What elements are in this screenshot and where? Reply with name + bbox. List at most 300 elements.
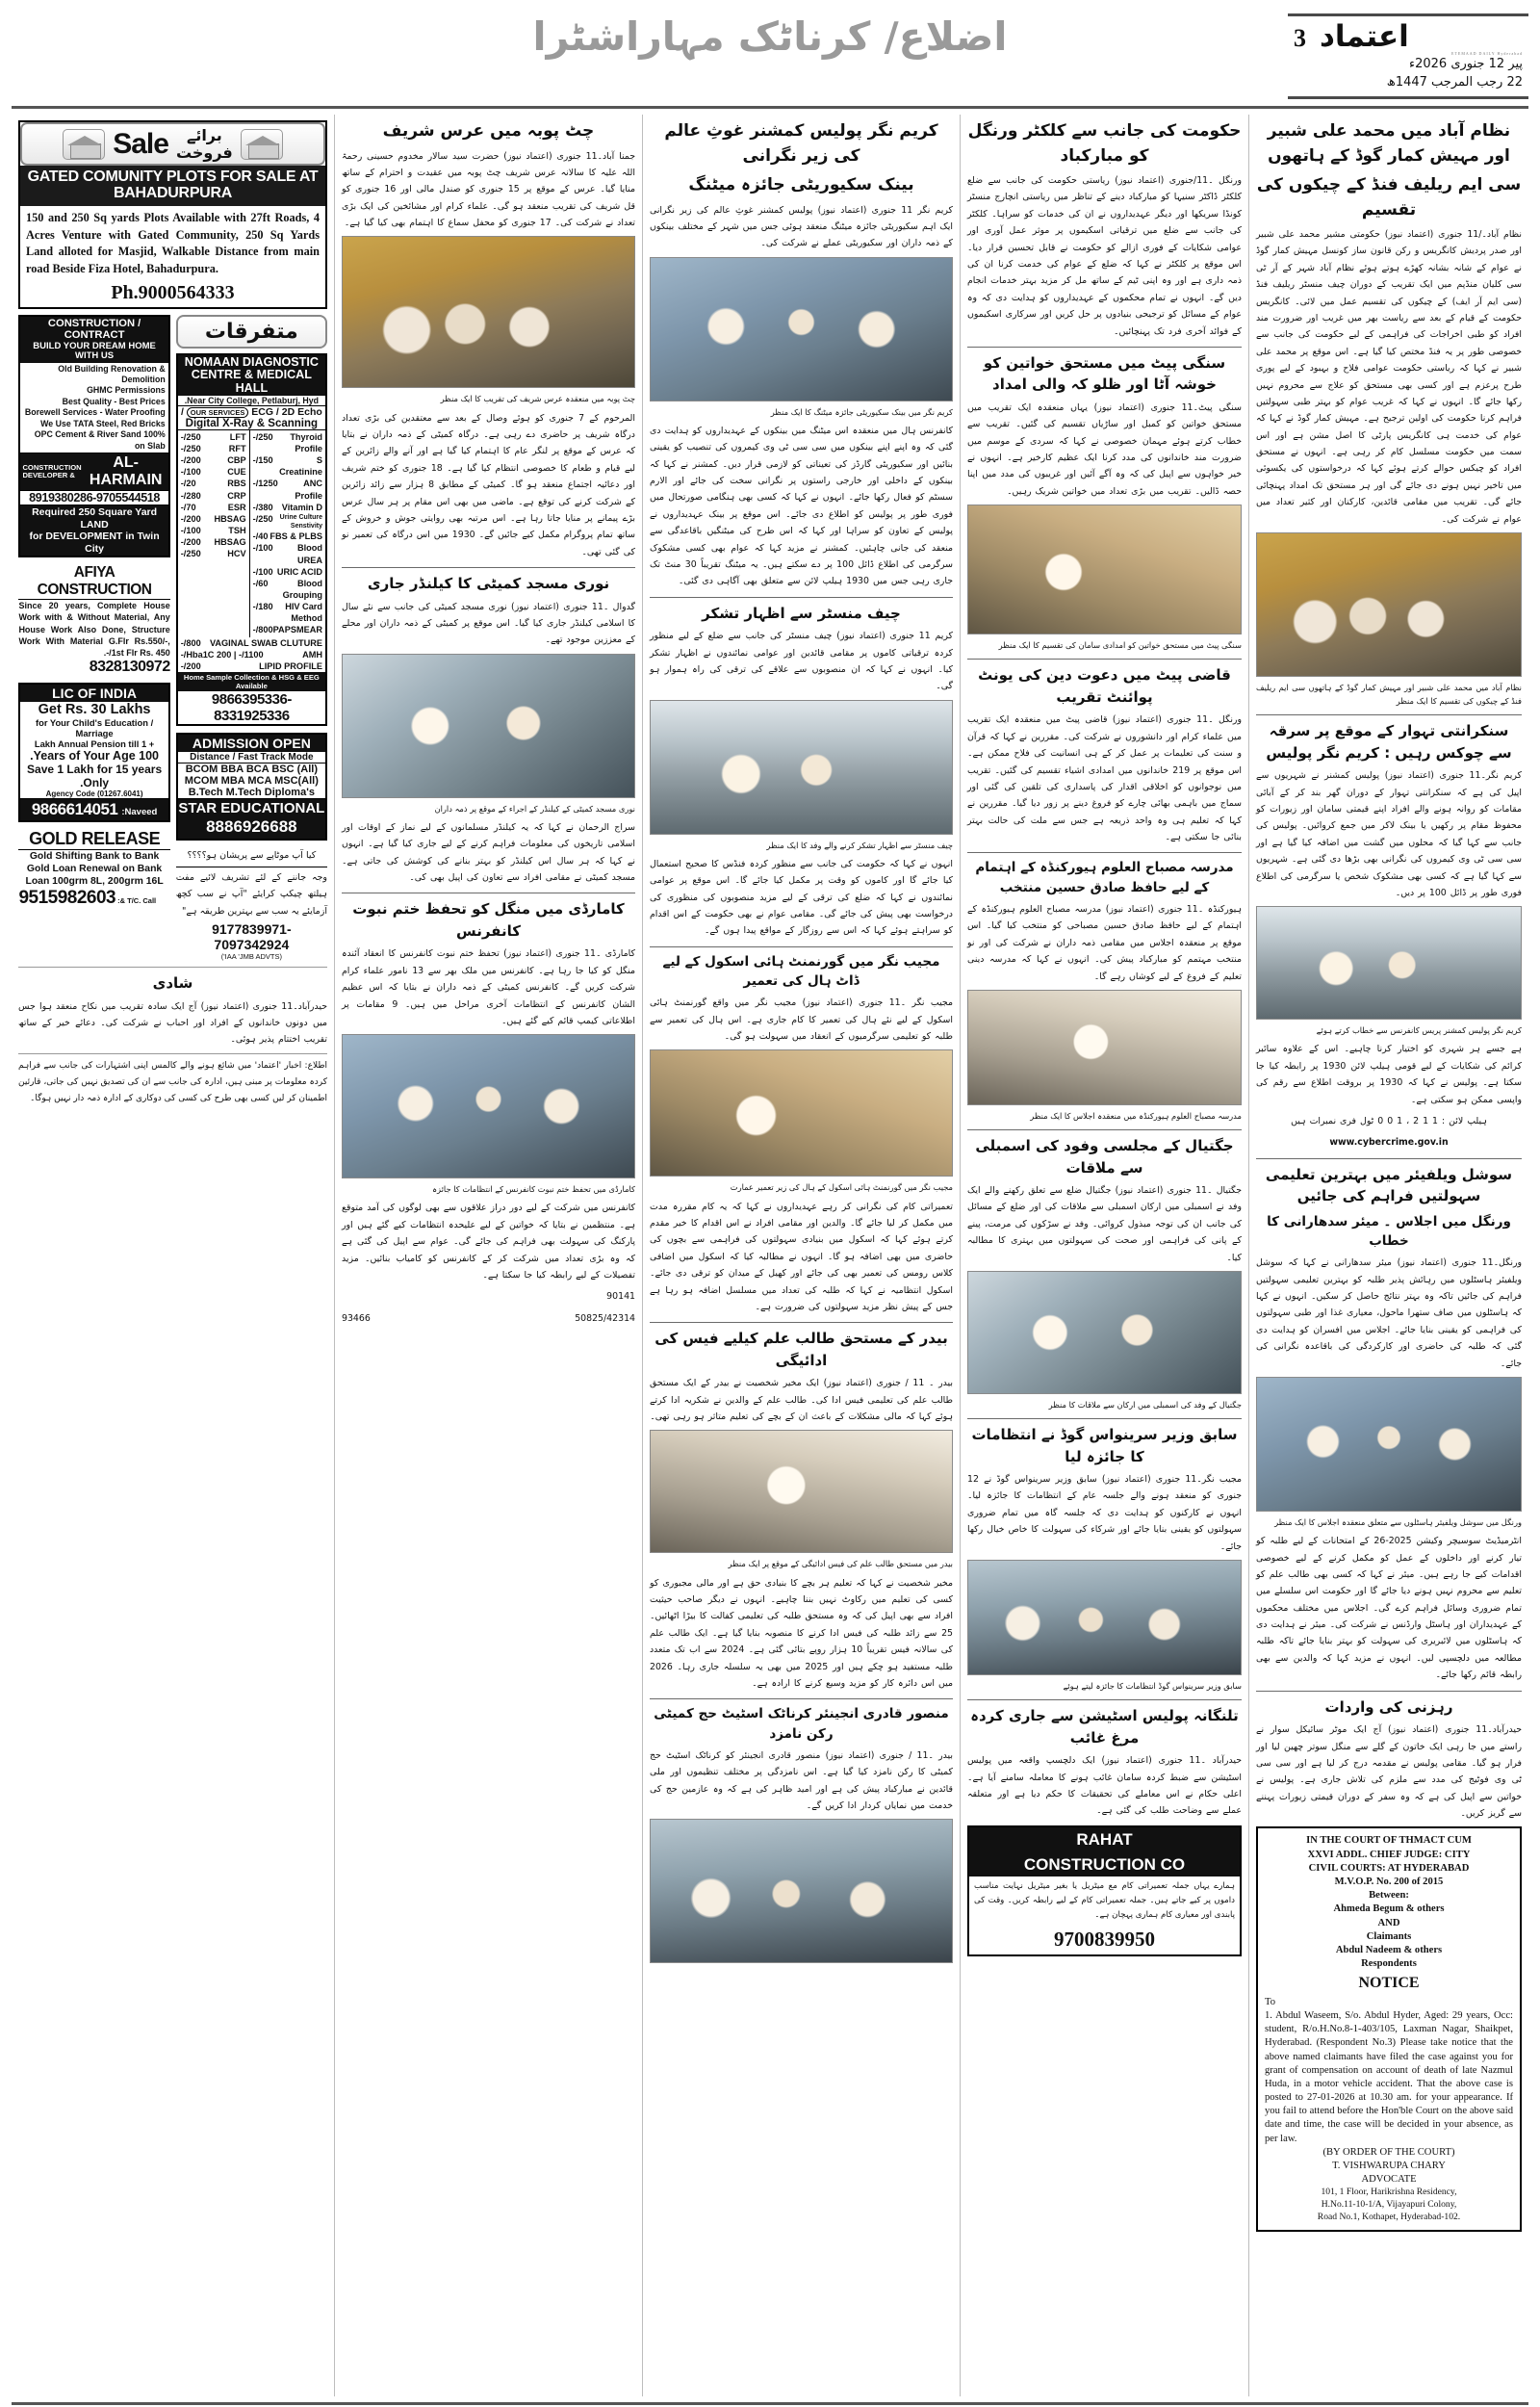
masthead-center — [252, 13, 1288, 60]
lic-line-4: 100 Years of Your Age. — [30, 749, 160, 764]
article-photo — [967, 505, 1242, 634]
price-row — [253, 566, 322, 578]
price-row — [181, 637, 322, 649]
gold-call-label: T/C. Call &: — [117, 896, 157, 906]
ad-nomaan-diagnostic[interactable] — [176, 353, 327, 726]
ad-afiya-construction[interactable] — [18, 564, 169, 676]
price-value: 100/- — [180, 467, 201, 478]
article-shadi — [18, 967, 327, 1048]
price-value: 250/- — [180, 549, 201, 559]
article-karimnagar-theft-alert — [1256, 720, 1522, 1152]
article-photo — [967, 990, 1242, 1105]
photo-caption: جگتیال کے وفد کی اسمبلی میں ارکان سے ملاقات کا منظر — [1048, 1399, 1242, 1410]
price-label: AMH — [302, 649, 322, 660]
construction-brand: AL-HARMAIN — [89, 453, 163, 488]
price-label: HCV — [227, 549, 246, 559]
price-value: 100/- — [252, 566, 273, 577]
price-label: HBSAG — [214, 537, 246, 548]
headline: نوری مسجد کمیٹی کا کیلنڈر جاری — [367, 575, 610, 593]
court-case-no: M.V.O.P. No. 200 of 2015 — [1334, 1876, 1444, 1888]
headline: کامارڈی میں منگل کو تحفظ ختم نبوت کانفرنس — [352, 900, 625, 940]
price-row — [253, 454, 322, 478]
rahat-phone[interactable]: 9700839950 — [1054, 1928, 1155, 1952]
price-value: 1100/- | Hba1C 200/- — [180, 649, 264, 660]
price-row — [181, 431, 246, 443]
article-photo — [342, 654, 635, 798]
price-row — [181, 454, 246, 466]
photo-caption: چیف منسٹر سے اظہار تشکر کرنے والے وفد کا ایک منظر — [766, 840, 953, 850]
article-body-cont: ہے جسے ہر شہری کو اختیار کرنا چاہیے۔ اس کے علاوہ سائبر کرائم کی شکایات کے لیے قومی ہیلپ لائن 1930 پر رابطہ کیا جا سکتا ہے۔ پولیس نے کہا کہ 1930 پر بروقت اطلاع سے رقم کی واپسی ممکن ہو سکتی ہے۔ — [1256, 1044, 1522, 1105]
afiya-body: Since 20 years, Complete House Work with & Without Material, Any House Work Also Done, Structure Work With Material G.Flr Rs.550/-, 1st Flr Rs. 450/-. — [18, 601, 170, 658]
headline: تلنگانہ پولیس اسٹیشن سے جاری کردہ مرغ غائب — [970, 1707, 1239, 1747]
ad-gold-release[interactable] — [18, 829, 169, 909]
nomaan-services-2: Digital X-Ray & Scanning — [178, 418, 325, 430]
price-value: 380/- — [252, 502, 273, 512]
lic-line-2: for Your Child's Education / Marriage — [35, 717, 154, 739]
price-label: LFT — [229, 431, 246, 442]
article-photo — [650, 700, 953, 835]
column-3 — [643, 115, 961, 2396]
court-notice-body: 1. Abdul Waseem, S/o. Abdul Hyder, Aged: 29 years, Occ: student, R/o.H.No.8-1-403/105, Laxman Nagar, Shaikpet, Hyderabad. (Respondent No.3) Please take notice that the above named claimants have filed the case against you for grant of compensation on account of death of late Nazmul Huda, in a motor vehicle accident. That the above case is posted to 27-01-2026 at 10.30 am. for your appearance. If you fail to attend before the Hon'ble Court on the above said date and time, the case will be decided in your absence, as per law. — [1265, 2009, 1513, 2144]
headline: کریم نگر پولیس کمشنر غوثِ عالم کی زیر نگرانی — [664, 121, 938, 166]
weightloss-tag: (IAA 'JMB ADVTS') — [220, 952, 283, 962]
article-body: سنگی پیٹ۔11 جنوری (اعتماد نیوز) یہاں منعقدہ ایک تقریب میں مستحق خواتین کو کمبل اور ساڑیاں تقسیم کی گئیں۔ تقریب سے خطاب کرتے ہوئے مہمان خصوصی نے کہا کہ سردی کے موسم میں ضرورت مند خاندانوں کی مدد کرنا ایک عظیم کارخیر ہے۔ انہوں نے خیر خواہوں سے اپیل کی کہ وہ آگے آئیں اور غریبوں کی مدد میں اپنا حصہ ڈالیں۔ تقریب میں بڑی تعداد میں خواتین شریک رہیں۔ — [967, 401, 1242, 497]
price-row — [181, 536, 246, 548]
column-4 — [335, 115, 643, 2396]
price-row — [181, 490, 246, 502]
price-row — [181, 525, 246, 536]
ad-banner — [20, 166, 325, 206]
article-bidar-fee-payment — [650, 1328, 953, 1692]
admission-courses-3: B.Tech M.Tech Diploma's — [178, 787, 325, 799]
article-body-cont: تعمیراتی کام کی نگرانی کر رہے عہدیداروں نے کہا کہ یہ کام مقررہ مدت میں مکمل کر لیا جائے گا۔ والدین اور مقامی افراد نے اس اقدام کا خیر مقدم کرتے ہوئے کہا کہ اسکول میں بنیادی سہولتوں کی فراہمی سے بچوں کی حاضری میں بھی اضافہ ہو گا۔ انہوں نے مطالبہ کیا کہ اسکول میں اضافی کلاس رومس کی تعمیر بھی کی جائے اور کھیل کے میدان کو ترقی دی جائے۔ اسکول انتظامیہ نے کہا کہ طلبہ کی تعداد میں مسلسل اضافہ ہو رہا ہے جس کے پیش نظر مزید سہولتوں کی ضرورت ہے۔ — [650, 1201, 953, 1312]
article-cm-thanks — [650, 603, 953, 940]
price-label: TSH — [228, 525, 246, 535]
gold-line-2: Gold Loan Renewal on Bank — [26, 864, 163, 875]
court-respondents-label: Respondents — [1361, 1958, 1417, 1970]
page-bottom-rule — [12, 2402, 1528, 2405]
article-body: بیدر ۔ 11 / جنوری (اعتماد نیوز) ایک مخیر شخصیت نے بیدر کے ایک مستحق طالب علم کی تعلیمی فیس ادا کی۔ طالب علم کے والدین نے شکریہ ادا کرتے ہوئے کہا کہ مالی مشکلات کے باعث ان کے بچے کی تعلیم متاثر ہو رہی تھی۔ — [650, 1378, 953, 1423]
article-sangipet-relief — [967, 352, 1242, 652]
ad-gated-community-plots[interactable] — [18, 120, 327, 309]
cybercrime-website[interactable]: www.cybercrime.gov.in — [1329, 1137, 1449, 1149]
construction-service-item: We Use TATA Steel, Red Bricks — [40, 418, 166, 428]
price-value: 70/- — [180, 502, 196, 512]
photo-caption: سابق وزیر سرینواس گوڈ انتظامات کا جائزہ لیتے ہوئے — [1063, 1681, 1242, 1692]
construction-phones[interactable]: 8919380286-9705544518 — [20, 490, 167, 505]
gold-line-3: Loan 100grm 8L, 200grm 16L — [25, 876, 164, 888]
admission-phone[interactable]: 8886926688 — [178, 817, 325, 839]
article-body: کریم نگر۔11 جنوری (اعتماد نیوز) پولیس کمشنر نے شہریوں سے اپیل کی ہے کہ سنکرانتی تہوار کے دوران گھر بند کر کے آبائی مقامات کو روانہ ہونے والے افراد اپنے قیمتی سامان اور زیورات کو محفوظ مقام پر رکھیں یا بینک لاکر میں جمع کروائیں۔ پولیس کی جانب سے کہا گیا کہ محلوں میں گشت میں اضافہ کیا گیا ہے اور سی سی ٹی وی کیمروں کی نگرانی بھی بڑھا دی گئی ہے۔ شہریوں سے کہا گیا ہے کہ کسی بھی مشکوک شخص یا سرگرمی کی اطلاع فوری طور پر ڈائل 100 پر دیں۔ — [1256, 770, 1522, 898]
price-value: 200/- — [180, 455, 201, 466]
price-value: 150/- — [252, 455, 273, 466]
construction-brand-sub-2: & DEVELOPER — [22, 470, 75, 479]
house-icon-2 — [241, 129, 283, 160]
rahat-title-2: CONSTRUCTION CO — [969, 1852, 1240, 1877]
price-label: FBS & PLBS — [270, 531, 322, 542]
gold-line-1: Gold Shifting Bank to Bank — [29, 851, 160, 863]
ad-phone[interactable]: Ph.9000564333 — [111, 282, 235, 304]
construction-service-item: Old Building Renovation & Demolition — [58, 363, 166, 385]
article-body-cont: سراج الرحمان نے کہا کہ یہ کیلنڈر مسلمانوں کے لیے نماز کے اوقات اور اسلامی تاریخوں کی معلومات فراہم کرنے کے لیے جاری کیا گیا ہے۔ انہوں نے کہا کہ ہر سال اس کیلنڈر کو بہتر بنانے کی کوشش کی جاتی ہے۔ مسجد کمیٹی نے مقامی افراد سے تعاون کی اپیل بھی کی۔ — [342, 821, 635, 883]
divider — [967, 1699, 1242, 1700]
ad-weight-loss[interactable] — [176, 847, 327, 961]
price-label: Blood UREA — [296, 543, 322, 565]
masthead-microtext: ETEMAAD DAILY Hyderabad — [1451, 51, 1523, 56]
article-body: ورنگل۔11 جنوری (اعتماد نیوز) میئر سدھارانی نے کہا کہ سوشل ویلفیئر ہاسٹلوں میں رہائش پذیر طلبہ کو بہترین تعلیمی سہولتیں فراہم کی جائیں تاکہ وہ بہتر نتائج حاصل کر سکیں۔ انہوں نے کہا کہ ہاسٹلوں میں صاف ستھرا ماحول، معیاری غذا اور طبی سہولتوں کی فراہمی کو یقینی بنایا جائے۔ اجلاس میں افسران کو ہدایت دی گئی کہ طلبہ کی حاضری اور کارکردگی کی باقاعدہ نگرانی کی جائے۔ — [1256, 1257, 1522, 1369]
article-body: ہیورکنڈہ ۔11 جنوری (اعتماد نیوز) مدرسہ مصباح العلوم ہیورکنڈہ کے اہتمام کے لیے حافظ صادق حسین مصباحی کو منتخب کیا گیا۔ اس موقع پر منعقدہ اجلاس میں مقامی ذمہ داران نے شرکت کی اور نو منتخب مہتمم کو مبارکباد پیش کی۔ انہوں نے کہا کہ مدرسہ دینی تعلیم کے فروغ کے لیے کوشاں رہے گا۔ — [967, 903, 1242, 982]
helpline-text: ہیلپ لائن : 1 1 2 ، 1 0 0 ٹول فری نمبرات ہیں — [1291, 1116, 1487, 1126]
article-photo — [650, 257, 953, 401]
advocate-title: ADVOCATE — [1361, 2174, 1417, 2186]
construction-head-1: CONSTRUCTION / CONTRACT — [47, 318, 141, 342]
article-body: نظام آباد۔/11 جنوری (اعتماد نیوز) حکومتی مشیر محمد علی شبیر اور صدر پردیش کانگریس و رکن قانون ساز کونسل مہیش کمار گوڈ نے عوام کے شانہ بشانہ کھڑے ہوتے ہوئے نظام آباد شہر کے آر ٹی سی کلیان منڈپم میں ایک تقریب کے دوران چیف منسٹر ریلیف فنڈ (سی ایم آر ایف) کے چیکوں کی تقسیم عمل میں لائی۔ کانگریس حکومت کے قیام کے بعد سے ریاست بھر میں غریب اور ضرورت مند افراد کو طبی اخراجات کی فراہمی کے لیے حکومت کی جانب سے خصوصی طور پر یہ فنڈ مختص کیا گیا ہے۔ اس موقع پر محمد علی شبیر نے کہا کہ ریاستی حکومت عوامی فلاح و بہبود کے لیے پوری طرح پرعزم ہے اور کسی بھی مستحق کو علاج سے محروم نہیں رکھا جائے گا۔ انہوں نے کہا کہ غریب عوام کو بہتر طبی سہولتیں فراہم کرنا حکومت کی اولین ترجیح ہے۔ مہیش کمار گوڈ نے کہا کہ عوام کی خدمت ہی کانگریس پارٹی کا اصل مشن ہے اور اس سمت میں حکومت مسلسل کام کر رہی ہے۔ انہوں نے مستحق افراد کو چیکس حوالے کرتے ہوئے کہا کہ درخواستوں کی یکسوئی میں تاخیر نہیں ہونے دی جائے گی اور ہر مستحق تک امداد پہنچائی جائے گی۔ تقریب میں مقامی قائدین، کارکنان اور کثیر تعداد میں عوام نے شرکت کی۔ — [1256, 229, 1522, 525]
price-row — [181, 466, 246, 478]
sale-urdu-line-2: فروخت — [175, 142, 233, 162]
nomaan-phones[interactable]: 9866395336-8331925336 — [211, 690, 292, 724]
ad-lic-of-india[interactable] — [18, 683, 169, 822]
price-label: CRP — [227, 490, 246, 501]
headline: مجیب نگر میں گورنمنٹ ہائی اسکول کے لیے ڈاٹ ہال کی تعمیر — [662, 953, 940, 990]
divider — [1256, 714, 1522, 715]
article-body: کامارڈی ۔11 جنوری (اعتماد نیوز) تحفظ ختم نبوت کانفرنس کا انعقاد آئندہ منگل کو کیا جا رہا ہے۔ کانفرنس میں ملک بھر سے 13 نامور علماء کرام شرکت کریں گے۔ کانفرنس کمیٹی کے ذمہ داران نے بتایا کہ اس عظیم الشان کانفرنس کے انتظامات آخری مراحل میں ہیں۔ 9 مقامات پر اطلاعاتی کیمپ قائم کیے گئے ہیں۔ — [342, 948, 636, 1026]
weightloss-phone[interactable]: 9177839971-7097342924 — [212, 921, 292, 953]
article-body: گدوال ۔11 جنوری (اعتماد نیوز) نوری مسجد کمیٹی کی جانب سے نئے سال کا اسلامی کیلنڈر جاری کیا گیا۔ اس موقع پر کمیٹی کے ذمہ داران اور محلے کے معززین موجود تھے۔ — [342, 601, 635, 646]
price-row — [181, 478, 246, 489]
rahat-title-1: RAHAT — [969, 1827, 1240, 1852]
article-body: حیدرآباد۔11 جنوری (اعتماد نیوز) آج ایک سادہ تقریب میں نکاح منعقد ہوا جس میں دونوں خاندانوں کے افراد اور احباب نے شرکت کی۔ دعائے خیر کے ساتھ تقریب اختتام پذیر ہوئی۔ — [18, 1000, 327, 1046]
article-body-cont: انہوں نے کہا کہ حکومت کی جانب سے منظور کردہ فنڈس کا صحیح استعمال کیا جائے گا اور کاموں کو وقت پر مکمل کیا جائے گا۔ اس موقع پر عوامی نمائندوں نے کہا کہ ضلع کی ترقی کے لیے مزید منصوبوں کی منظوری کی درخواست بھی پیش کی جائے گی۔ مقامی عوام نے بھی حکومت کے اس اقدام کو سراہتے ہوئے کہا کہ اس سے روزگار کے مواقع پیدا ہوں گے۔ — [650, 858, 953, 937]
nomaan-prices-left — [249, 430, 325, 637]
article-body: جگتیال ۔11 جنوری (اعتماد نیوز) جگتیال ضلع سے تعلق رکھنے والے ایک وفد نے اسمبلی میں ارکان اسمبلی سے ملاقات کی اور ضلع کے مسائل کی جانب ان کی توجہ مبذول کروائی۔ وفد نے سڑکوں کی مرمت، پینے کے پانی کی فراہمی اور صحت کی سہولتوں میں بہتری کا مطالبہ کیا۔ — [967, 1185, 1242, 1263]
price-row — [253, 624, 322, 635]
photo-caption: ورنگل میں سوشل ویلفیئر ہاسٹلوں سے متعلق منعقدہ اجلاس کا ایک منظر — [1274, 1517, 1522, 1528]
court-to-label: To — [1265, 1996, 1276, 2007]
construction-req-2: for DEVELOPMENT in Twin City — [29, 531, 160, 555]
price-label: Thyroid Profile — [290, 431, 322, 453]
photo-caption: نوری مسجد کمیٹی کے کیلنڈر کے اجراء کے موقع پر ذمہ داران — [434, 803, 635, 814]
paper-logo: اعتماد — [1320, 19, 1409, 54]
afiya-brand: AFIYA CONSTRUCTION — [18, 564, 169, 600]
headline: حکومت کی جانب سے کلکٹر ورنگل کو مبارکباد — [967, 121, 1242, 166]
article-body: حیدرآباد ۔11 جنوری (اعتماد نیوز) ایک دلچسپ واقعہ میں پولیس اسٹیشن سے ضبط کردہ سامان غائب ہونے کا معاملہ سامنے آیا ہے۔ اعلی حکام نے اس معاملے کی تحقیقات کا حکم دیا ہے اور متعلقہ عملے سے وضاحت طلب کی گئی ہے۔ — [967, 1755, 1242, 1817]
nomaan-address: Near City College, Petlaburj, Hyd. — [178, 396, 325, 406]
nomaan-prices-full — [178, 637, 325, 672]
article-body: ورنگل ۔11/جنوری (اعتماد نیوز) ریاستی حکومت کی جانب سے ضلع کلکٹر ڈاکٹر سنیہا کو مبارکباد دینے کے تناظر میں ریاستی انچارج منسٹر کونڈا سریکھا اور دیگر عہدیداروں نے ان کی خدمات کو سراہا۔ کلکٹر کی جانب سے ضلع میں ترقیاتی اسکیموں پر موثر عمل آوری اور عوامی شکایات کے فوری ازالے کو حکومت نے قابل تحسین قرار دیا۔ اس موقع پر کلکٹر نے کہا کہ ضلع کے عوام کی خدمت کرنا ان کی ذمہ داری ہے اور وہ اپنی ٹیم کے ساتھ مل کر مزید بہتر خدمات انجام دیں گے۔ انہوں نے تمام محکموں کے عہدیداروں کو ہدایت دی کہ وہ عوام کے مسائل کو ترجیحی بنیادوں پر حل کریں اور سرکاری اسکیموں کے فوائد آخری فرد تک پہنچائیں۔ — [967, 175, 1242, 337]
article-photo — [342, 236, 635, 388]
ad-banner-line-1: GATED COMUNITY PLOTS FOR SALE AT — [27, 168, 319, 186]
headline: سنکرانتی تہوار کے موقع پر سرقہ سے چوکس رہیں : کریم نگر پولیس — [1266, 722, 1512, 762]
lic-agent-name: Naveed: — [121, 807, 158, 818]
photo-caption: مدرسہ مصباح العلوم ہیورکنڈہ میں منعقدہ اجلاس کا ایک منظر — [1030, 1110, 1242, 1121]
price-row — [181, 649, 322, 660]
masthead-logo-row — [1294, 19, 1523, 54]
price-row — [253, 502, 322, 513]
gold-phone[interactable]: 9515982603 — [18, 888, 116, 909]
lic-phone[interactable]: 9866614051 — [31, 800, 118, 819]
price-value: 180/- — [252, 602, 273, 612]
price-label: VAGINAL SWAB CLUTURE — [209, 637, 322, 648]
headline: منصور قادری انجینئر کرناٹک اسٹیٹ حج کمیٹی رکن نامزد — [654, 1706, 949, 1742]
price-value: 200/- — [180, 660, 201, 671]
price-row — [253, 542, 322, 565]
price-label: HIV Card Method — [285, 602, 322, 624]
admission-mode: Distance / Fast Track Mode — [178, 752, 325, 764]
article-body-cont: کانفرنس ہال میں منعقدہ اس میٹنگ میں بینکوں کے عہدیداروں کو ہدایت دی گئی کہ وہ اپنے اپنے بینکوں میں سی سی ٹی وی کیمروں کی تنصیب کو یقینی بنائیں اور سکیوریٹی گارڈز کی تعیناتی کو لازمی قرار دیں۔ کمشنر نے کہا کہ بینکوں کے داخلی اور خارجی راستوں پر نگرانی سخت کی جائے اور الارم سسٹم کو فعال رکھا جائے۔ انہوں نے کہا کہ کسی بھی ہنگامی صورتحال میں فوری طور پر پولیس کو اطلاع دی جائے۔ اس موقع پر بینک عہدیداروں نے پولیس کے تعاون کو سراہا اور کہا کہ اس طرح کی میٹنگیں باقاعدگی سے منعقد کی جانی چاہئیں۔ کمشنر نے مزید کہا کہ عوام بھی کسی مشکوک سرگرمی کی اطلاع ڈائل 100 پر دے سکتے ہیں۔ یہ میٹنگ تقریباً 30 منٹ تک جاری رہی جس میں 1930 ہیلپ لائن سے متعلق بھی آگاہی دی گئی۔ — [650, 425, 953, 587]
article-body: جمنا آباد۔11 جنوری (اعتماد نیوز) حضرت سید سالار مخدوم حسینی رحمۃ اللہ علیہ کا سالانہ عرس شریف چٹ پوبہ میں عقیدت و احترام کے ساتھ منایا گیا۔ عرس کے موقع پر 15 جنوری کو صندل مالی اور 16 جنوری کو قل شریف کی تقریب منعقد ہو گی۔ علماء کرام اور مشائخین کی ایک بڑی تعداد نے شرکت کی۔ 17 جنوری کو محفل سماع کا اہتمام بھی کیا گیا ہے۔ — [342, 150, 636, 229]
construction-head-2: BUILD YOUR DREAM HOME WITH US — [33, 340, 156, 362]
article-social-welfare-warangal — [1256, 1164, 1522, 1684]
price-label: S Creatinine — [279, 455, 322, 478]
court-line-1: IN THE COURT OF THMACT CUM — [1306, 1835, 1472, 1847]
article-jagtial-delegation — [967, 1135, 1242, 1411]
ad-rahat-construction — [967, 1825, 1242, 1957]
article-photo — [967, 1560, 1242, 1675]
article-photo — [967, 1271, 1242, 1394]
nomaan-prices-right — [178, 430, 249, 637]
divider — [967, 1129, 1242, 1130]
price-value: 280/- — [180, 490, 201, 501]
nomaan-services-1: ECG / 2D Echo / — [180, 405, 322, 418]
article-photo — [650, 1430, 953, 1553]
ad-star-educational[interactable] — [176, 733, 327, 841]
advocate-address-2: H.No.11-10-1/A, Vijayapuri Colony, — [1321, 2199, 1457, 2211]
lic-line-3: + 1 Lakh Annual Pension till — [34, 738, 155, 750]
court-notice-title: NOTICE — [1358, 1975, 1420, 1992]
headline: شادی — [152, 974, 193, 993]
divider — [967, 347, 1242, 348]
court-between: Between: — [1369, 1890, 1409, 1902]
article-body: بیدر ۔11 / جنوری (اعتماد نیوز) منصور قادری انجینئر کو کرناٹک اسٹیٹ حج کمیٹی کا رکن نامزد کیا گیا ہے۔ اس نامزدگی پر مختلف تنظیموں اور ملی قائدین نے مبارکباد پیش کی ہے اور امید ظاہر کی ہے کہ وہ عازمین حج کی خدمت میں نمایاں کردار ادا کریں گے۔ — [650, 1749, 953, 1811]
price-row — [181, 660, 322, 672]
house-icon — [63, 129, 105, 160]
price-row — [253, 431, 322, 454]
headline-sub: بینک سکیوریٹی جائزہ میٹنگ — [688, 175, 914, 194]
contact-phone-1[interactable]: 90141 — [606, 1291, 635, 1303]
article-body: حیدرآباد۔11 جنوری (اعتماد نیوز) آج ایک موٹر سائیکل سوار نے راستے میں جا رہی ایک خاتون کے گلے سے منگل سوتر چھین لیا اور فرار ہو گیا۔ مقامی پولیس نے مقدمہ درج کر لیا ہے اور سی سی ٹی وی فوٹیج کی مدد سے ملزم کی تلاش جاری ہے۔ پولیس نے خواتین سے اپیل کی ہے کہ وہ سفر کے دوران قیمتی زیورات پہننے سے گریز کریں۔ — [1256, 1724, 1522, 1820]
classifieds-area — [18, 315, 327, 961]
photo-caption: نظام آباد میں محمد علی شبیر اور مہیش کمار گوڈ کے ہاتھوں سی ایم ریلیف فنڈ کے چیکوں کی تقسیم کا ایک منظر — [1256, 683, 1522, 707]
article-madrasa-appointment — [967, 858, 1242, 1123]
price-row — [181, 548, 246, 559]
headline: سابق وزیر سرینواس گوڈ نے انتظامات کا جائزہ لیا — [971, 1426, 1238, 1465]
nomaan-footer: Home Sample Collection & HSG & EEG Available — [178, 672, 325, 691]
price-label: CUE — [227, 467, 246, 478]
photo-caption: مجیب نگر میں گورنمنٹ ہائی اسکول کے ہال کی زیر تعمیر عمارت — [730, 1182, 953, 1193]
photo-caption: سنگی پیٹ میں مستحق خواتین کو امدادی سامان کی تقسیم کا ایک منظر — [998, 640, 1242, 651]
rahat-urdu-copy: ہمارے یہاں جملہ تعمیراتی کام مع میٹریل یا بغیر میٹریل نہایت مناسب داموں پر کیے جاتے ہیں۔ جملہ تعمیراتی کام کے لیے رابطہ کریں۔ وقت کی پابندی اور معیاری کام ہماری پہچان ہے۔ — [974, 1881, 1235, 1920]
date-gregorian: پیر 12 جنوری 2026ء — [1408, 57, 1523, 71]
headline: مدرسہ مصباح العلوم ہیورکنڈہ کے اہتمام کے لیے حافظ صادق حسین منتخب — [975, 860, 1234, 895]
section-title: اضلاع/ کرناٹک مہاراشٹرا — [532, 13, 1008, 60]
price-value: 20/- — [180, 479, 196, 489]
construction-brand-sub-1: CONSTRUCTION — [22, 463, 82, 472]
article-photo — [1256, 1377, 1522, 1512]
ad-court-notice — [1256, 1826, 1522, 2231]
lic-line-1: Get Rs. 30 Lakhs — [38, 702, 151, 718]
article-body: ورنگل ۔11 جنوری (اعتماد نیوز) قاضی پیٹ میں منعقدہ ایک تقریب میں علماء کرام اور دانشوروں نے شرکت کی۔ مقررین نے کہا کہ قرآن و سنت کی تعلیمات پر عمل کر کے ہی انسانیت کی فلاح ممکن ہے۔ اس موقع پر 219 خاندانوں میں امدادی اشیاء تقسیم کی گئیں۔ تقریب میں نوجوانوں کو اخلاقی اقدار کی پاسداری کی تلقین کی گئی اور سماج میں باہمی بھائی چارے کو فروغ دینے پر زور دیا گیا۔ مقررین نے کہا کہ تعلیم ہی وہ واحد ذریعہ ہے جس سے ملت کی حالت بہتر بنائی جا سکتی ہے۔ — [967, 714, 1243, 843]
headline: نظام آباد میں محمد علی شبیر اور مہیش کمار گوڈ کے ہاتھوں — [1267, 121, 1511, 166]
price-row — [253, 531, 322, 542]
price-value: 60/- — [252, 578, 269, 588]
divider — [650, 1698, 953, 1699]
classifieds-header — [176, 315, 327, 349]
price-value: 200/- — [180, 513, 201, 524]
price-value: 800/- — [180, 637, 201, 648]
advocate-address-3: Road No.1, Kothapet, Hyderabad-102. — [1317, 2212, 1461, 2223]
price-row — [253, 513, 322, 531]
price-label: URIC ACID — [276, 566, 322, 577]
article-body-cont: المرحوم کے 7 جنوری کو ہوئے وصال کے بعد سے معتقدین کی بڑی تعداد درگاہ شریف پر حاضری دے رہی ہے۔ درگاہ کمیٹی کے ذمہ داران نے بتایا کہ عرس کے موقع پر لنگر عام کا اہتمام کیا گیا ہے اور آنے والے زائرین کے لیے قیام و طعام کا خصوصی انتظام کیا گیا ہے۔ 18 جنوری کو ختم شریف اور دعائیہ اجتماع منعقد ہو گا۔ کمیٹی کے مطابق 8 ہزار سے زائد زائرین کے شرکت کرنے کی توقع ہے۔ ماضی میں بھی اس مقام پر ہر سال عرس بڑے پیمانے پر منایا جاتا رہا ہے۔ اس مرتبہ بھی روایتی جوش و خروش کے ساتھ تمام پروگرام مکمل کیے جائیں گے۔ 1930 میں اس درگاہ کی تعمیر نو کی گئی تھی۔ — [342, 412, 636, 557]
article-body-cont: انٹرمیڈیٹ سوسیچر وکیشن 2025-26 کے امتحانات کے لیے طلبہ کو تیار کرنے اور داخلوں کے عمل کو مکمل کرنے کے لیے خصوصی اقدامات کیے جا رہے ہیں۔ میئر نے کہا کہ کسی بھی طالب علم کو تعلیم سے محروم نہیں ہونے دیا جائے گا اور حکومت اس سلسلے میں تمام ضروری وسائل فراہم کرے گی۔ اجلاس میں مختلف محکموں کے عہدیداران اور ہاسٹل وارڈنس نے شرکت کی۔ میئر نے ہدایت دی کہ ہاسٹلوں میں لائبریری کی سہولت کو بہتر بنایا جائے تاکہ طلبہ مطالعہ میں دلچسپی لیں۔ انہوں نے مزید کہا کہ والدین سے بھی رابطہ قائم رکھا جائے۔ — [1256, 1536, 1523, 1681]
price-row — [253, 601, 322, 624]
headline: سنگی پیٹ میں مستحق خواتین کو خوشہ آٹا اور ظلو کہ والی امداد — [983, 353, 1226, 394]
article-noori-masjid-calendar — [342, 573, 635, 886]
article-urs-sharif — [342, 119, 635, 560]
article-robbery — [1256, 1696, 1522, 1823]
article-srinivas-goud-review — [967, 1424, 1242, 1693]
admission-courses-2: MCOM MBA MCA MSC(All) — [184, 774, 319, 787]
sale-header — [20, 122, 325, 166]
admission-brand: STAR EDUCATIONAL — [178, 799, 325, 816]
article-khatm-e-nubuwat-conference — [342, 898, 635, 1327]
article-photo — [650, 1049, 953, 1177]
price-row — [253, 578, 322, 601]
admission-title: ADMISSION OPEN — [178, 735, 325, 752]
ad-description: 150 and 250 Sq yards Plots Available with 27ft Roads, 4 Acres Venture with Gated Community, 250 Sq Yards Land alloted for Masjid, Walkable Distance from main road Beside Fiza Hotel, Bahadurpura. — [26, 210, 320, 276]
price-value: 800/- — [252, 625, 273, 635]
price-value: 100/- — [180, 525, 201, 535]
nomaan-price-table — [178, 430, 325, 637]
price-label: LIPID PROFILE — [259, 660, 322, 671]
court-line-2: XXVI ADDL. CHIEF JUDGE: CITY — [1307, 1849, 1471, 1860]
price-value: 1250/- — [252, 479, 278, 489]
page-number: 3 — [1294, 24, 1306, 52]
column-2 — [961, 115, 1249, 2396]
divider — [967, 1418, 1242, 1419]
article-body-cont: کانفرنس میں شرکت کے لیے دور دراز علاقوں سے بھی لوگوں کی آمد متوقع ہے۔ منتظمین نے بتایا کہ خواتین کے لیے علیحدہ انتظامات کیے گئے ہیں اور پارکنگ کی سہولت بھی فراہم کی جائے گی۔ عوام سے اپیل کی گئی ہے کہ وہ بڑی تعداد میں شرکت کر کے کانفرنس کو کامیاب بنائیں۔ مزید تفصیلات کے لیے رابطہ کیا جا سکتا ہے۔ — [342, 1203, 635, 1281]
construction-service-item: Borewell Services - Water Proofing — [24, 407, 166, 418]
divider — [650, 1322, 953, 1323]
photo-caption: چٹ پوبہ میں منعقدہ عرس شریف کی تقریب کا ایک منظر — [440, 394, 635, 404]
article-body: مجیب نگر۔11 جنوری (اعتماد نیوز) سابق وزیر سرینواس گوڈ نے 12 جنوری کو منعقد ہونے والے جلسہ عام کے انتظامات کا جائزہ لیا۔ انہوں نے کارکنوں کو ہدایت دی کہ جلسہ گاہ میں تمام ضروری سہولتوں کو یقینی بنایا جائے اور شرکاء کی سہولت کا خاص خیال رکھا جائے۔ — [967, 1474, 1242, 1552]
classifieds-col-left — [18, 315, 169, 961]
court-and: AND — [1377, 1917, 1400, 1928]
photo-caption: بیدر میں مستحق طالب علم کی فیس ادائیگی کے موقع پر ایک منظر — [728, 1559, 953, 1569]
price-value: 250/- — [252, 431, 273, 442]
headline-sub: ورنگل میں اجلاس ۔ میئر سدھارانی کا خطاب — [1267, 1213, 1511, 1250]
construction-service-item: GHMC Permissions — [87, 385, 166, 396]
court-line-3: CIVIL COURTS: AT HYDERABAD — [1308, 1862, 1470, 1874]
divider — [650, 946, 953, 947]
headline: بیدر کے مستحق طالب علم کیلیے فیس کی ادائیگی — [654, 1330, 948, 1369]
headline: چیف منسٹر سے اظہار تشکر — [702, 604, 901, 622]
price-label: CBP — [227, 455, 246, 466]
article-photo — [342, 1034, 635, 1178]
gold-title: GOLD RELEASE — [18, 829, 169, 850]
sale-urdu-label — [176, 127, 233, 161]
price-value: 40/- — [252, 531, 269, 542]
afiya-phone[interactable]: 8328130972 — [89, 659, 170, 676]
sale-word: Sale — [113, 127, 168, 160]
price-label: RFT — [228, 443, 246, 453]
contact-phone-3[interactable]: 93466 — [342, 1312, 371, 1324]
headline-sub: سی ایم ریلیف فنڈ کے چیکوں کی تقسیم — [1256, 175, 1522, 220]
construction-service-list — [20, 363, 167, 453]
advocate-address-1: 101, 1 Floor, Harikrishna Residency, — [1321, 2187, 1457, 2198]
price-label: Urine Culture Senstivity — [279, 513, 322, 531]
court-order-line: (BY ORDER OF THE COURT) — [1322, 2146, 1455, 2158]
headline: قاضی پیٹ میں دعوت دین کی یونٹ پوائنٹ تقریب — [978, 666, 1231, 706]
lic-title: LIC OF INDIA — [20, 685, 167, 702]
headline: سوشل ویلفیئر میں بہترین تعلیمی سہولتیں فراہم کی جائیں — [1265, 1165, 1513, 1205]
article-photo — [1256, 532, 1522, 677]
article-body: کریم نگر 11 جنوری (اعتماد نیوز) پولیس کمشنر غوثِ عالم کی زیر نگرانی ایک اہم سکیوریٹی جائزہ میٹنگ منعقد ہوئی جس میں شہر کے مختلف بینکوں کے ذمہ داران اور سکیوریٹی عملے نے شرکت کی۔ — [650, 204, 954, 249]
ad-al-harmain-construction[interactable] — [18, 315, 169, 557]
article-photo — [1256, 906, 1522, 1020]
headline: رہزنی کی واردات — [1324, 1697, 1453, 1716]
photo-caption: کامارڈی میں تحفظ ختم نبوت کانفرنس کے انتظامات کا جائزہ — [432, 1184, 635, 1195]
article-body: مجیب نگر ۔11 جنوری (اعتماد نیوز) مجیب نگر میں واقع گورنمنٹ ہائی اسکول کے لیے نئے ہال کی تعمیر کا کام جاری ہے۔ اس ہال کی تعمیر سے طلبہ کو تعلیمی سرگرمیوں کے انعقاد میں سہولت ہو گی۔ — [650, 997, 953, 1043]
classifieds-title: متفرقات — [204, 320, 298, 345]
price-label: ANC Profile — [295, 479, 322, 501]
construction-service-item: 100% OPC Cement & River Sand on Slab — [34, 429, 166, 451]
construction-req-1: Required 250 Square Yard LAND — [32, 505, 158, 531]
article-police-station-item-missing — [967, 1705, 1242, 1820]
headline: چٹ پوبہ میں عرس شریف — [382, 121, 595, 141]
price-label: Vitamin D — [281, 502, 322, 512]
construction-service-item: Best Quality - Best Prices — [62, 396, 166, 406]
divider — [342, 567, 635, 568]
court-claimants-label: Claimants — [1366, 1930, 1412, 1942]
article-bank-security-meeting — [650, 119, 953, 590]
classifieds-col-right — [176, 315, 327, 961]
price-value: 200/- — [180, 537, 201, 548]
lic-line-5: Save 1 Lakh for 15 years Only. — [27, 763, 163, 790]
column-grid — [12, 115, 1528, 2396]
price-value: 250/- — [180, 443, 201, 453]
price-value: 100/- — [252, 543, 273, 554]
article-school-hall-construction — [650, 952, 953, 1316]
contact-phone-2[interactable]: 50825/42314 — [575, 1312, 635, 1324]
court-party-1: Ahmeda Begum & others — [1333, 1903, 1445, 1915]
ad-banner-line-2: BAHADURPURA — [114, 184, 232, 201]
price-row — [253, 478, 322, 501]
nomaan-services-tag: OUR SERVICES — [187, 407, 249, 418]
article-body-cont: مخیر شخصیت نے کہا کہ تعلیم ہر بچے کا بنیادی حق ہے اور مالی مجبوری کو کسی کی تعلیم میں رکاوٹ نہیں بننا چاہیے۔ انہوں نے دیگر صاحب حیثیت افراد سے بھی اپیل کی کہ وہ مستحق طلبہ کی تعلیمی کفالت کا بیڑا اٹھائیں۔ 25 سے زائد طلبہ کی فیس ادا کرنے کا منصوبہ بنایا گیا ہے۔ ایک طالب علم کی سالانہ فیس تقریباً 10 ہزار روپے بتائی گئی ہے۔ 2024 سے اب تک متعدد طلبہ مستفید ہو چکے ہیں اور 2025 میں بھی یہ سلسلہ جاری رہا۔ 2026 میں اس دائرہ کار کو مزید وسیع کرنے کا ارادہ ہے۔ — [650, 1577, 953, 1689]
article-photo — [650, 1819, 953, 1963]
weightloss-line-1: کیا آپ موٹاپے سے پریشان ہو؟؟؟؟ — [176, 847, 327, 867]
price-row — [181, 513, 246, 525]
divider — [1256, 1158, 1522, 1159]
masthead-identity — [1288, 13, 1528, 99]
price-value: 250/- — [252, 513, 273, 524]
price-label: RBS — [227, 479, 246, 489]
photo-caption: کریم نگر پولیس کمشنر پریس کانفرنس سے خطاب کرتے ہوئے — [1316, 1025, 1522, 1036]
admission-courses-1: BCOM BBA BCA BSC (All) — [185, 763, 318, 775]
publisher-disclaimer: اطلاع: اخبار 'اعتماد' میں شائع ہونے والے کالمس اپنی اشتہارات کی جانب سے فراہم کردہ معلومات پر مبنی ہیں، ادارہ کی جانب سے ان کی تصدیق نہیں کی جاتی، قارئین اطمینان کر لیں کسی بھی طرح کی کسی کی دوکاری کے ادارہ ذمہ دار نہیں ہوگا۔ — [18, 1053, 327, 1107]
headline: جگتیال کے مجلسی وفود کی اسمبلی سے ملاقات — [975, 1137, 1234, 1177]
price-row — [181, 502, 246, 513]
article-qazipet-event — [967, 664, 1242, 845]
masthead — [12, 13, 1528, 102]
divider — [967, 659, 1242, 660]
divider — [650, 597, 953, 598]
nomaan-title-2: CENTRE & MEDICAL HALL — [191, 368, 312, 395]
price-value: 250/- — [180, 431, 201, 442]
article-collector-congratulated — [967, 119, 1242, 340]
advocate-name: T. VISHWARUPA CHARY — [1332, 2161, 1446, 2172]
